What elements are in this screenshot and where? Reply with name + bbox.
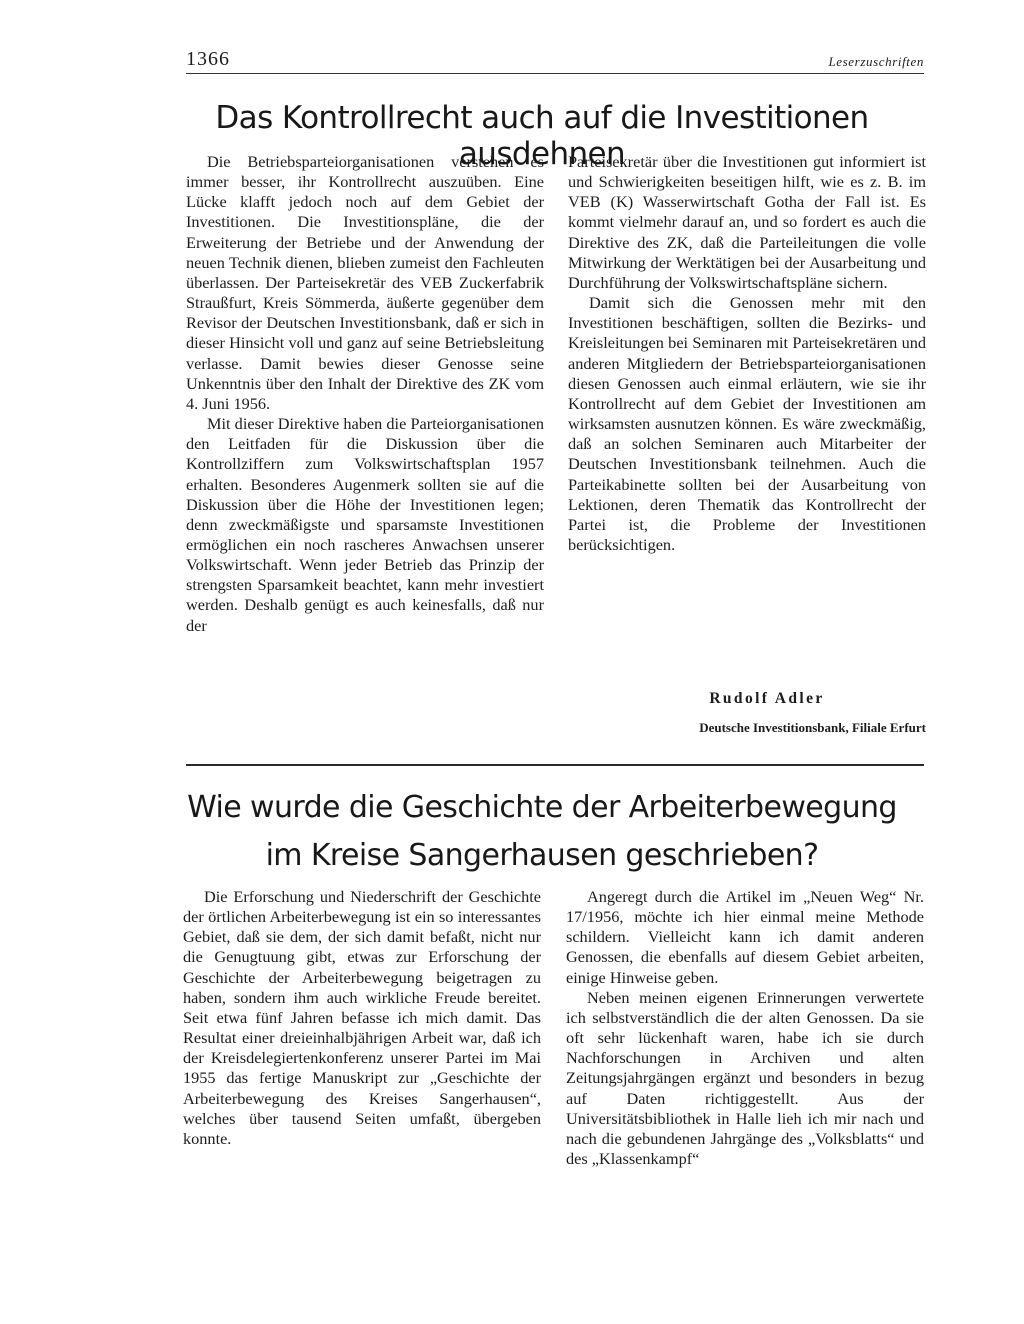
header-rule <box>186 73 924 74</box>
paragraph: Die Erforschung und Niederschrift der Geschichte der örtlichen Arbeiterbewegung ist ein so interessantes Gebiet, daß sie dem, der sich damit befaßt, nicht nur die Genugtuung gibt, etwas zur Erforschung der Geschichte der Arbeiterbewegung beigetragen zu haben, sondern ihm auch wirkliche Freude bereitet. Seit etwa fünf Jahren befasse ich mich damit. Das Resultat einer dreieinhalbjährigen Arbeit war, daß ich der Kreisdelegiertenkonferenz unserer Partei im Mai 1955 das fertige Manuskript zur „Geschichte der Arbeiterbewegung des Kreises Sangerhausen“, welches über tausend Seiten umfaßt, übergeben konnte. <box>183 887 541 1148</box>
article-title-line-1: Wie wurde die Geschichte der Arbeiterbewegung <box>187 790 897 825</box>
author-affiliation: Deutsche Investitionsbank, Filiale Erfurt <box>699 720 926 735</box>
paragraph: Mit dieser Direktive haben die Parteiorganisationen den Leitfaden für die Diskussion über die Kontrollziffern zum Volkswirtschaftsplan 1957 erhalten. Besonderes Augenmerk sollten sie auf die Diskussion über die Höhe der Investitionen legen; denn zweckmäßigste und sparsamste Investitionen ermöglichen ein noch rascheres Anwachsen unserer Volkswirtschaft. Wenn jeder Betrieb das Prinzip der strengsten Sparsamkeit beachtet, kann mehr investiert werden. Deshalb genügt es auch keinesfalls, daß nur der <box>186 414 544 635</box>
author-name: Rudolf Adler <box>709 690 825 707</box>
paragraph: Damit sich die Genossen mehr mit den Investitionen beschäftigen, sollten die Bezirks- und Kreisleitungen bei Seminaren mit Parteisekretären und anderen Mitgliedern der Betriebsparteiorganisationen diesen Genossen auch einmal erläutern, wie sie ihr Kontrollrecht auf dem Gebiet der Investitionen am wirksamsten ausnutzen können. Es wäre zweckmäßig, daß an solchen Seminaren auch Mitarbeiter der Deutschen Investitionsbank teilnehmen. Auch die Parteikabinette sollten bei der Ausarbeitung von Lektionen, deren Thematik das Kontrollrecht der Partei ist, die Probleme der Investitionen berücksichtigen. <box>568 293 926 554</box>
paragraph: Angeregt durch die Artikel im „Neuen Weg“ Nr. 17/1956, möchte ich hier einmal meine Methode schildern. Vielleicht kann ich damit anderen Genossen, die ebenfalls auf diesem Gebiet arbeiten, einige Hinweise geben. <box>566 887 924 987</box>
article-column-left <box>186 152 544 636</box>
article-column-right <box>568 152 926 555</box>
article-title: Das Kontrollrecht auch auf die Investitionen ausdehnen <box>215 100 869 172</box>
article-title-line-2: im Kreise Sangerhausen geschrieben? <box>265 838 819 873</box>
article-column-right <box>566 887 924 1169</box>
paragraph: Die Betriebsparteiorganisationen verstehen es immer besser, ihr Kontrollrecht auszuüben. Eine Lücke klafft jedoch noch auf dem Gebiet der Investitionen. Die Investitionspläne, die der Erweiterung der Betriebe und der Anwendung der neuen Technik dienen, blieben zumeist den Fachleuten überlassen. Der Parteisekretär des VEB Zuckerfabrik Straußfurt, Kreis Sömmerda, äußerte gegenüber dem Revisor der Deutschen Investitionsbank, daß er sich in dieser Hinsicht voll und ganz auf seine Betriebsleitung verlasse. Damit bewies dieser Genosse seine Unkenntnis über den Inhalt der Direktive des ZK vom 4. Juni 1956. <box>186 152 544 413</box>
paragraph: Parteisekretär über die Investitionen gut informiert ist und Schwierigkeiten beseitigen hilft, wie es z. B. im VEB (K) Wasserwirtschaft Gotha der Fall ist. Es kommt vielmehr darauf an, und so fordert es auch die Direktive des ZK, daß die Parteileitungen die volle Mitwirkung der Werktätigen bei der Ausarbeitung und Durchführung der Volkswirtschaftspläne sichern. <box>568 152 926 292</box>
page-number: 1366 <box>186 48 230 70</box>
running-head: Leserzuschriften <box>828 54 924 69</box>
article-column-left <box>183 887 541 1149</box>
paragraph: Neben meinen eigenen Erinnerungen verwertete ich selbstverständlich die der alten Genossen. Da sie oft sehr lückenhaft waren, habe ich sie durch Nachforschungen in Archiven und alten Zeitungsjahrgängen ergänzt und besonders in bezug auf Daten richtiggestellt. Aus der Universitätsbibliothek in Halle lieh ich mir nach und nach die gebundenen Jahrgänge des „Volksblatts“ und des „Klassenkampf“ <box>566 987 924 1169</box>
article-divider <box>186 764 924 766</box>
